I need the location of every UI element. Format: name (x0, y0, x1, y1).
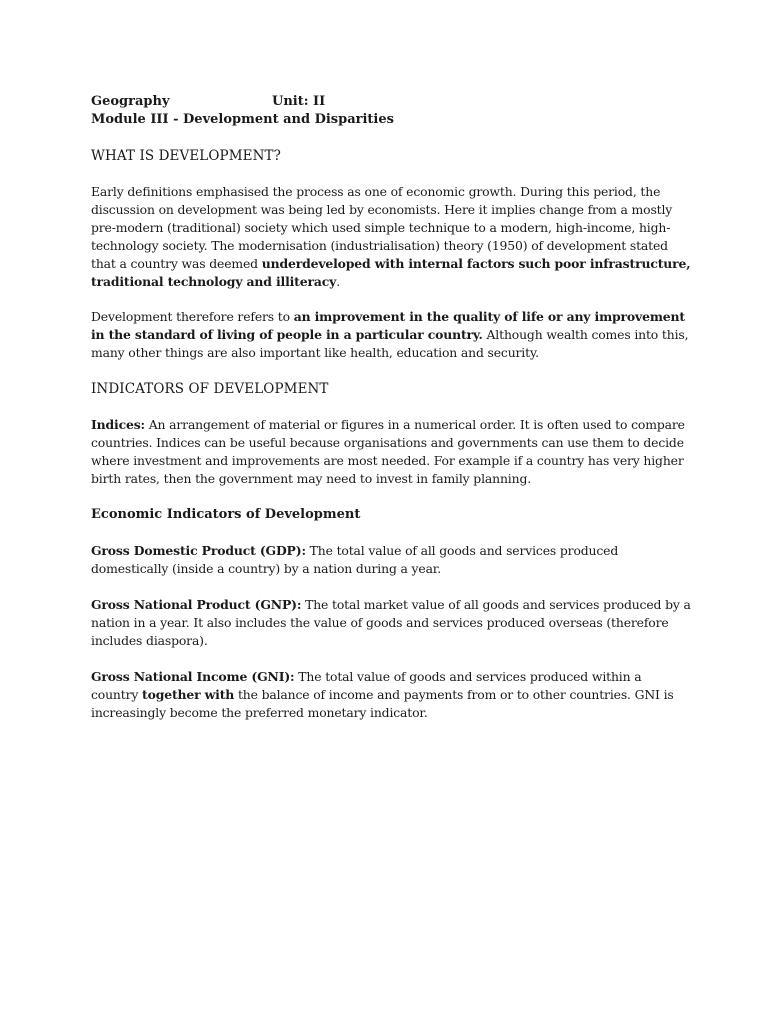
emphasis-text: underdeveloped with internal factors such poor infrastructure, traditional technology and illiteracy (91, 256, 691, 289)
term-label: Gross Domestic Product (GDP): (91, 543, 306, 558)
paragraph-text: Development therefore refers to (91, 309, 294, 324)
paragraph-development-definition (91, 308, 691, 362)
term-label: Gross National Product (GNP): (91, 597, 302, 612)
subheading-economic-indicators: Economic Indicators of Development (91, 507, 361, 522)
subject-label: Geography (91, 94, 170, 109)
emphasis-text: together with (142, 687, 235, 702)
module-title: Module III - Development and Disparities (91, 112, 394, 127)
paragraph-text: Although wealth comes into this, many other things are also important like health, education and security. (91, 327, 689, 360)
paragraph-gnp (91, 596, 691, 650)
paragraph-text: The total value of all goods and services produced domestically (inside a country) by a nation during a year. (91, 543, 619, 576)
section-heading-indicators: INDICATORS OF DEVELOPMENT (91, 381, 329, 397)
paragraph-text: The total market value of all goods and services produced by a nation in a year. It also includes the value of goods and services produced overseas (therefore includes diaspora). (91, 597, 691, 648)
term-label: Gross National Income (GNI): (91, 669, 295, 684)
paragraph-text: The total value of goods and services produced within a country (91, 669, 642, 702)
emphasis-text: an improvement in the quality of life or any improvement in the standard of living of people in a particular country. (91, 309, 685, 342)
unit-label: Unit: II (272, 94, 326, 109)
paragraph-text: the balance of income and payments from or to other countries. GNI is increasingly become the preferred monetary indicator. (91, 687, 674, 720)
paragraph-indices (91, 416, 691, 488)
term-label: Indices: (91, 417, 145, 432)
paragraph-early-definitions (91, 183, 691, 291)
section-heading-what-is-development: WHAT IS DEVELOPMENT? (91, 148, 281, 164)
paragraph-text: An arrangement of material or figures in a numerical order. It is often used to compare countries. Indices can be useful because organisations and governments can use them to decide where investment and improvements are most needed. For example if a country has very higher birth rates, then the government may need to invest in family planning. (91, 417, 685, 486)
paragraph-text: . (336, 274, 340, 289)
header-line (91, 93, 691, 111)
paragraph-text: Early definitions emphasised the process as one of economic growth. During this period, the discussion on development was being led by economists. Here it implies change from a mostly pre-modern (traditional) society which used simple technique to a modern, high-income, high-technology society. The modernisation (industrialisation) theory (1950) of development stated that a country was deemed (91, 184, 673, 271)
document-page (91, 93, 691, 722)
paragraph-gdp (91, 542, 691, 578)
paragraph-gni (91, 668, 691, 722)
